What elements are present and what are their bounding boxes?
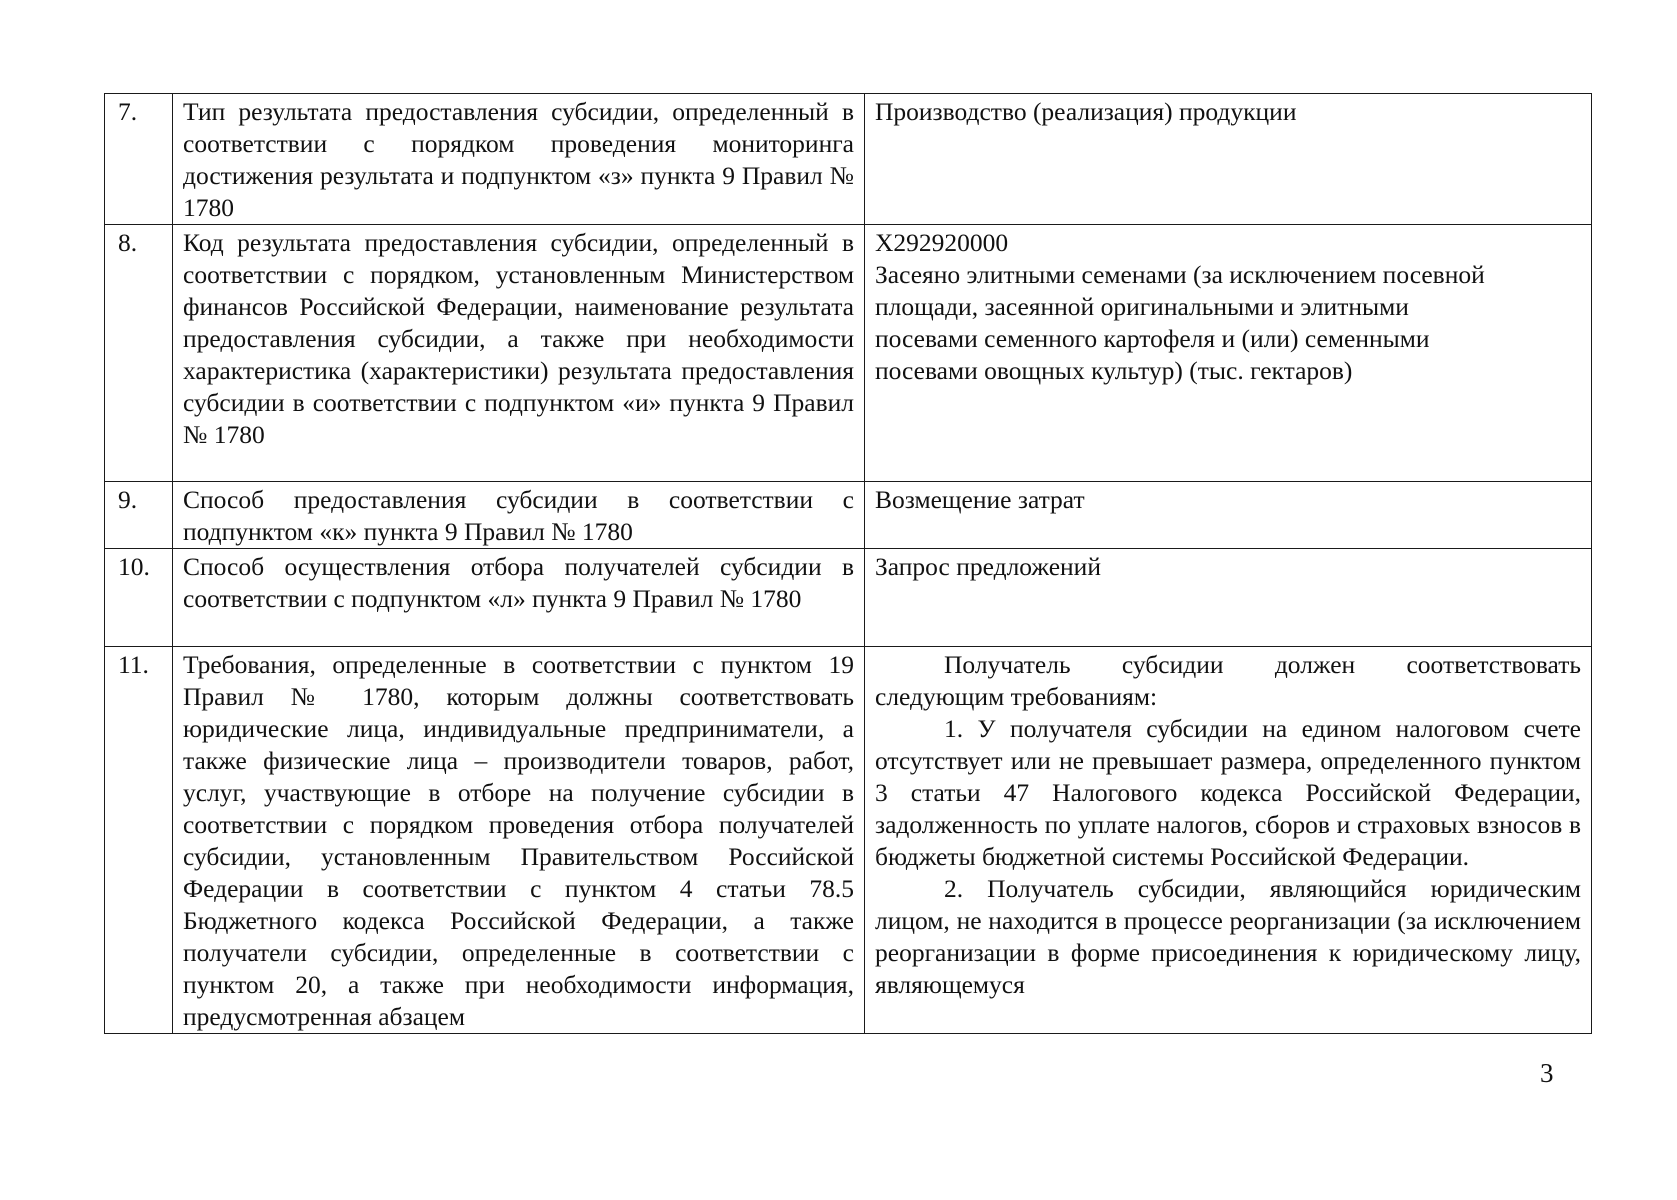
row-number: 7. <box>105 94 173 225</box>
value-line: посевами овощных культур) (тыс. гектаров) <box>875 356 1353 385</box>
requirement-1: 1. У получателя субсидии на едином налоговом счете отсутствует или не превышает размера, определенного пунктом 3 статьи 47 Налогового кодекса Российской Федерации, задолженность по уплате налогов, сборов и страховых взносов в бюджеты бюджетной системы Российской Федерации. <box>875 714 1581 871</box>
value-line: площади, засеянной оригинальными и элитными <box>875 292 1409 321</box>
value-line: Производство (реализация) продукции <box>875 97 1297 126</box>
row-value <box>865 225 1592 482</box>
row-description: Способ осуществления отбора получателей субсидии в соответствии с подпунктом «л» пункта 9 Правил № 1780 <box>173 549 865 647</box>
table-row-9 <box>105 482 1592 549</box>
value-line: Запрос предложений <box>875 552 1101 581</box>
value-line: Засеяно элитными семенами (за исключением посевной <box>875 260 1485 289</box>
row-value <box>865 647 1592 1034</box>
value-line: Возмещение затрат <box>875 485 1085 514</box>
row-value <box>865 482 1592 549</box>
value-line: посевами семенного картофеля и (или) семенными <box>875 324 1430 353</box>
row-value <box>865 94 1592 225</box>
row-description: Способ предоставления субсидии в соответствии с подпунктом «к» пункта 9 Правил № 1780 <box>173 482 865 549</box>
row-description: Тип результата предоставления субсидии, определенный в соответствии с порядком проведения мониторинга достижения результата и подпунктом «з» пункта 9 Правил № 1780 <box>173 94 865 225</box>
row-description: Требования, определенные в соответствии с пунктом 19 Правил № 1780, которым должны соответствовать юридические лица, индивидуальные предприниматели, а также физические лица – производители товаров, работ, услуг, участвующие в отборе на получение субсидии в соответствии с порядком проведения отбора получателей субсидии, установленным Правительством Российской Федерации в соответствии с пунктом 4 статьи 78.5 Бюджетного кодекса Российской Федерации, а также получатели субсидии, определенные в соответствии с пунктом 20, а также при необходимости информация, предусмотренная абзацем <box>173 647 865 1034</box>
table-row-10 <box>105 549 1592 647</box>
requirements-intro: Получатель субсидии должен соответствовать следующим требованиям: <box>875 650 1581 711</box>
row-number: 8. <box>105 225 173 482</box>
document-table <box>104 93 1592 1034</box>
row-number: 10. <box>105 549 173 647</box>
result-code: X292920000 <box>875 228 1009 257</box>
row-number: 9. <box>105 482 173 549</box>
page-number: 3 <box>1540 1058 1554 1088</box>
row-value <box>865 549 1592 647</box>
table-row-8 <box>105 225 1592 482</box>
row-description: Код результата предоставления субсидии, определенный в соответствии с порядком, установленным Министерством финансов Российской Федерации, наименование результата предоставления субсидии, а также при необходимости характеристика (характеристики) результата предоставления субсидии в соответствии с подпунктом «и» пункта 9 Правил № 1780 <box>173 225 865 482</box>
table-row-7 <box>105 94 1592 225</box>
requirement-2: 2. Получатель субсидии, являющийся юридическим лицом, не находится в процессе реорганизации (за исключением реорганизации в форме присоединения к юридическому лицу, являющемуся <box>875 874 1581 999</box>
table-row-11 <box>105 647 1592 1034</box>
row-number: 11. <box>105 647 173 1034</box>
